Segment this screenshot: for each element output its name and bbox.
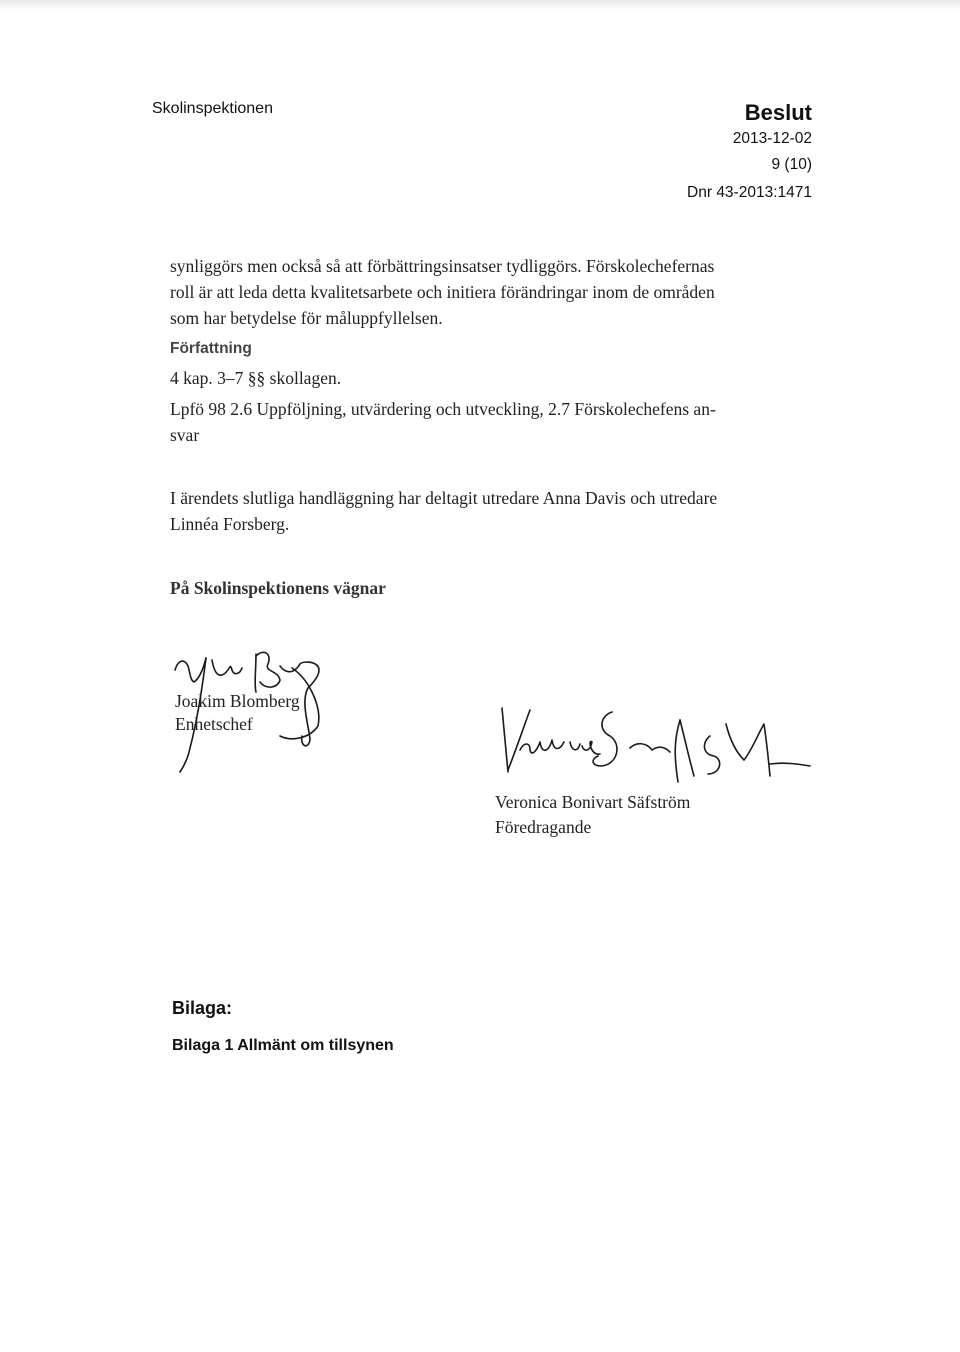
signature-veronica-bonivart-safstrom: [480, 690, 820, 790]
section-heading-legislation: Författning: [170, 340, 252, 357]
paragraph-quality-work: [170, 253, 810, 331]
signer1-name: Joakim Blomberg: [175, 691, 300, 711]
text-line: I ärendets slutliga handläggning har deltagit utredare Anna Davis och utredare: [170, 488, 718, 508]
on-behalf-line: På Skolinspektionens vägnar: [170, 578, 386, 598]
text-line: svar: [170, 425, 200, 445]
signer2-name: Veronica Bonivart Säfström: [495, 792, 691, 812]
text-line: som har betydelse för måluppfyllelsen.: [170, 308, 443, 328]
organization-name: Skolinspektionen: [152, 100, 273, 117]
text-line: synliggörs men också så att förbättringsinsatser tydliggörs. Förskolechefernas: [170, 256, 715, 276]
signer1-block: [175, 690, 300, 736]
text-line: Linnéa Forsberg.: [170, 514, 290, 534]
attachment-item: Bilaga 1 Allmänt om tillsynen: [172, 1037, 394, 1054]
signer2-title: Föredragande: [495, 817, 592, 837]
staff-note: [170, 485, 810, 537]
law-reference: 4 kap. 3–7 §§ skollagen.: [170, 368, 342, 388]
signer1-title: Enhetschef: [175, 714, 253, 734]
signer2-block: [495, 790, 690, 840]
scan-edge: [0, 0, 960, 10]
text-line: roll är att leda detta kvalitetsarbete och initiera förändringar inom de områden: [170, 282, 715, 302]
document-date: 2013-12-02: [732, 130, 812, 147]
curriculum-reference: [170, 396, 810, 448]
document-type: Beslut: [744, 100, 812, 125]
page-number: 9 (10): [771, 156, 812, 173]
attachments-heading: Bilaga:: [172, 998, 233, 1018]
document-header-meta: [687, 100, 812, 206]
case-number: Dnr 43-2013:1471: [687, 184, 812, 201]
text-line: Lpfö 98 2.6 Uppföljning, utvärdering och utveckling, 2.7 Förskolechefens an-: [170, 399, 716, 419]
